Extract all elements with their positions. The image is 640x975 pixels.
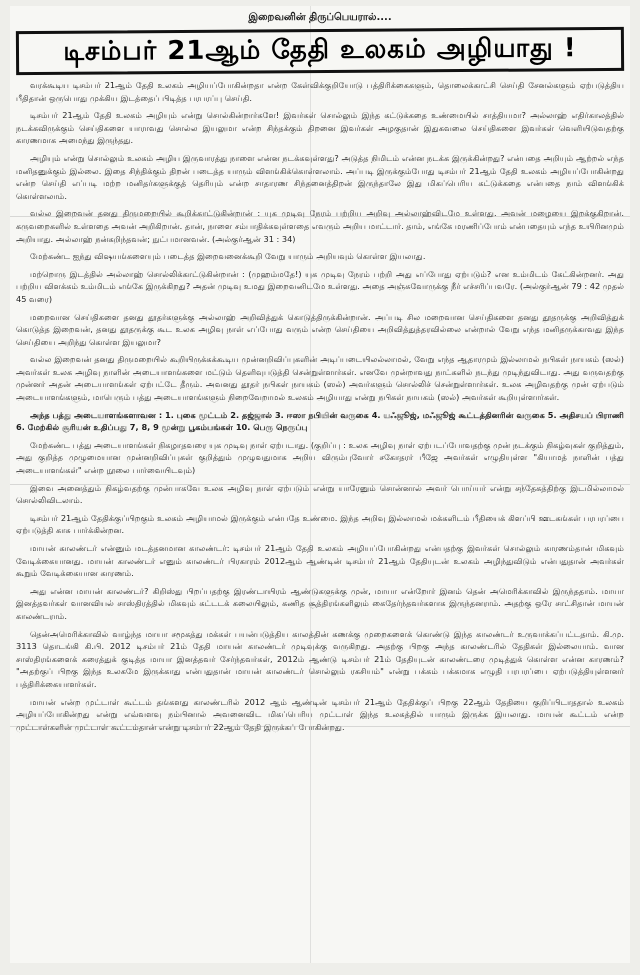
paragraph-ten-signs-note: மேற்கண்ட பத்து அடையாளங்கள் நிகழாதவரை யுக முடிவு நாள் ஏற்படாது. (குறிப்பு : உலக அழிவு நாள் ஏற்படப்போவதற்கு முன் நடக்கும் நிகழ்வுகள் குறித்தும், அது குறித்த முழுமையான முன்னறிவிப்புகள் குறித்தும் முழுவதுமாக அறிய விரும்புவோர் சகோதரர் பீஜே அவர்கள் எழுதியுள்ள "கியாமத் நாளின் பத்து அடையாளங்கள்" என்ற நூலை பார்வையிடவும்) <box>16 439 624 476</box>
paragraph-conclusion: மாயன் என்ற முட்டாள் கூட்டம் தங்களது காலண்டரில் 2012 ஆம் ஆண்டின் டிசம்பர் 21ஆம் தேதிக்குப் பிறகு 22ஆம் தேதியை குறிப்பிடாததால் உலகம் அழியப்போகின்றது என்று எவ்வளவு நம்பினால் அவனைவிட மிகப்பெரிய முட்டாள் இந்த உலகத்தில் யாரும் இருக்க இயலாது. மாயன் கூட்டம் என்ற முட்டாள்களின் முட்டாள் கூட்டம்தான் என்று டிசம்பர் 22ஆம் தேதி இருக்கப் போகின்றது. <box>16 696 624 732</box>
paragraph-five-things: மேற்கண்ட ஐந்து விஷயங்களையும் படைத்த இறைவனைக்கூறி வேறு யாரும் அறியவும் கொள்ள இயலாது. <box>30 251 426 262</box>
paragraph-quran-79: மற்றொரு இடத்தில் அல்லாஹ் சொல்லிக்காட்டுகின்றான் : (முஹம்மதே!) யுக முடிவு நேரம் பற்றி அது எப்போது ஏற்படும்? என உம்மிடம் கேட்கின்றனர். அது பற்றிய விளக்கம் உம்மிடம் எங்கே இருக்கிறது? அதன் முடிவு உமது இறைவனிடமே உள்ளது. அதை அஞ்சுவோருக்கு நீர் எச்சரிப்பவரே. (அல்குர்ஆன் 79 : 42 முதல் 45 வரை) <box>16 268 624 304</box>
fold-crease <box>10 216 630 217</box>
paragraph-intro: வரக்கூடிய டிசம்பர் 21ஆம் தேதி உலகம் அழியப்போகின்றதா என்ற கேள்விக்குறியோடு பத்திரிக்கைகளும், தொலைக்காட்சி செய்தி சேனல்களும் ஏற்படுத்திய பீதிதான் ஒருபொது முக்கிய இடத்தைப் பிடித்த பரபரப்பு செய்தி. <box>16 80 624 103</box>
fold-crease <box>10 484 630 485</box>
paragraph-south-america: தென்அமெரிக்காவில் வாழ்ந்த மாயா சமூகத்து மக்கள் பயன்படுத்திய காலத்தின் கணக்கு முறைகளைக் கொண்டு இந்த காலண்டர் உருவாக்கப்பட்டதாம். கி.மு. 3113 தொடங்கி கி.பி. 2012 டிசம்பர் 21ம் தேதி மாயன் காலண்டர் முடிவுக்கு வருகிறது. அதற்கு பிறகு அந்த காலண்டரில் தேதிகள் இல்லையாம். வான சாஸ்திரங்களைக் கரைத்துக் குடித்த மாயா இனத்தவர் சேர்ந்தவர்கள், 2012ம் ஆண்டு டிசம்பர் 21ம் தேதியுடன் காலண்டரை முடித்துக் கொள்ள என்ன காரணம்? "அதற்குப் பிறகு இந்த உலகமே இருக்காது என்பதுதான் மாயன் காலண்டர் சொல்லும் ரகசியம்" என்று பக்கம் பக்கமாக எழுதி பரபரப்பை ஏற்படுத்தியுள்ளனர் பத்திரிக்கையாளர்கள். <box>16 628 624 689</box>
invocation-line: இறைவனின் திருப்பெயரால்.... <box>248 12 392 23</box>
paragraph-liar: இவை அனைத்தும் நிகழ்வதற்கு முன்பாகவே உலக அழிவு நாள் ஏற்படும் என்று யாரேனும் சொன்னால் அவர் பொய்யர் என்று சந்தேகத்திற்கு இடமில்லாமல் சொல்லிவிடலாம். <box>16 482 624 506</box>
paragraph-signs-intro: வல்ல இறைவன் தனது திருமறையில் கூறியிருக்கக்கூடிய முன்னறிவிப்புகளின் அடிப்படையிலல்லாமல், வேறு எந்த ஆதாரமும் இல்லாமல் நபிகள் நாயகம் (ஸல்) அவர்கள் உலக அழிவு நாளின் அடையாளங்களை மட்டும் தெளிவுபடுத்தி சென்றுள்ளார்கள். எனவே முன்றாவது நாட்களில் நடந்து முடிந்துவிடாது. அது வருவதற்கு முன்னர் அதன் அடையாளங்கள் ஏற்பட்டே தீரும். அவனது தூதர் நபிகள் நாயகம் (ஸல்) அவர்களும் சொல்லிச் சென்றுள்ளார்கள். உலக அழிவதற்கு முன் ஏற்படும் அடையாளங்களும், மாபெரும் பத்து அடையாளங்களும் நிறைவேறாமல் உலகம் அழியாது என்று நபிகள் நாயகம் (ஸல்) அவர்கள் கூறியுள்ளார்கள். <box>16 354 624 403</box>
paragraph-question: டிசம்பர் 21ஆம் தேதி உலகம் அழியும் என்று சொல்கின்றார்களே! இவர்கள் சொல்லும் இந்த கட்டுக்கதை உண்மையில் சாத்தியமா? அல்லாஹ் எதிர்காலத்தில் நடக்கவிருக்கும் செய்திகளை யாராவது சொல்ல இயலுமா என்ற சிந்தக்கும் திறனை இவர்கள் அழகுதான் இதுகவலை செய்திகளை இவர்கள் வெளியிடுவதற்கு காரணமாக அமைந்து இருந்தது. <box>16 110 624 146</box>
fold-crease <box>10 726 630 727</box>
paragraph-reasoning: அழியும் என்று சொல்லும் உலகம் அழிய இருவாரத்து நாளை என்ன நடக்கவுள்ளது? அடுத்த நிமிடம் என்ன நடக்க இருக்கின்றது? என்பதை அறியும் ஆற்றல் எந்த மனிதனுக்கும் இல்லை. இதை சிந்திக்கும் திறன் படைத்த யாரும் விளங்கிக்கொள்ளலாம். அப்படி இருக்கும்போது டிசம்பர் 21ஆம் தேதி உலகம் அழியப்போகின்றது என்ற செய்தி எப்படி மற்ற மனிதர்களுக்குத் தெரியும் என்ற சாதாரண சிந்தனைத்திறன் இருந்தாலே இது மிகப்பெரிய கட்டுக்கதை என்பதை நாம் விளங்கிக் கொள்ளலாம். <box>16 152 624 201</box>
paragraph-quran-31-34: வல்ல இறைவன் தனது திருமறையில் கூறிக்காட்டுகின்றான் : யுக முடிவு நேரம் பற்றிய அறிவு அல்லாஹ்விடமே உள்ளது. அவன் மழையை இறக்குகிறான். கருவறைகளில் உள்ளதை அவன் அறிகிறான். தான், நாளை சம்பாதிக்கவுள்ளதை எவரும் அறிய மாட்டார். தாம், எங்கே மரணிப்போம் என்பதையும் எந்த உயிரினமும் அறியாது. அல்லாஹ் நன்கறிந்தவன்; நுட்பமானவன். (அல்குர்ஆன் 31 : 34) <box>16 208 625 244</box>
paragraph-mayan-calendar: மாயன் காலண்டர் என்னும் மடத்தனமான காலண்டர்: டிசம்பர் 21ஆம் தேதி உலகம் அழியப்போகின்றது என்பதற்கு இவர்கள் சொல்லும் காரணம்தான் மிகவும் வேடிக்கையானது. மாயன் காலண்டர் எனும் காலண்டர் பிரகாரம் 2012ஆம் ஆண்டின் டிசம்பர் 21ஆம் தேதியுடன் உலகம் அழிந்துவிடும் என்பதுதான் அவர்கள் கூறும் வேடிக்கையான காரணம். <box>16 543 624 579</box>
paragraph-ten-signs: அந்த பத்து அடையாளங்களாவன : 1. புகை மூட்டம் 2. தஜ்ஜால் 3. ஈஸா நபியின் வருகை 4. யஃஜூஜ், மஃஜூஜ் கூட்டத்தினரின் வருகை 5. அதிசயப் பிராணி 6. மேற்கில் சூரியன் உதிப்பது 7, 8, 9 மூன்று பூகம்பங்கள் 10. பெரு நெருப்பு <box>16 409 624 433</box>
printed-leaflet <box>10 6 630 963</box>
paragraph-truth: டிசம்பர் 21ஆம் தேதிக்குப்பிறகும் உலகம் அழியாமல் இருக்கும் என்பதே உண்மை. இந்த அறிவு இல்லாமல் மக்களிடம் பீதியைக் கிளப்பி ஊடகங்கள் பரபரப்பை ஏற்படுத்தி காசு பார்க்கின்றன. <box>16 512 624 536</box>
leaflet-title: டிசம்பர் 21ஆம் தேதி உலகம் அழியாது ! <box>16 27 624 75</box>
paragraph-unseen-news: மறைவான செய்திகளை தனது தூதர்களுக்கு அல்லாஹ் அறிவித்துக் கொடுத்திருக்கின்றான். அப்படி சில மறைவான செய்திகளை தனது தூதருக்கு அறிவித்துக் கொடுத்த இறைவன், தனது தூதருக்கு கூட உலக அழிவு நாள் எப்போது வரும் என்ற செய்தியை அறிவித்துத்தரவில்லை என்றால் வேறு எந்த மனிதருக்காவது இந்த செய்தியை அறிந்து கொள்ள இயலுமா? <box>16 311 624 347</box>
paragraph-what-is-mayan: அது என்ன மாயன் காலண்டர்? கிறிஸ்து பிறப்பதற்கு இரண்டாயிரம் ஆண்டுகளுக்கு முன், மாயா என்றோர் இனம் தென் அமெரிக்காவில் இருந்ததாம். மாயா இனத்தவர்கள் வானவியல் சாஸ்திரத்தில் மிகவும் கட்டடக் கலையிலும், கணித சூத்திரங்களிலும் கைதேர்ந்தவர்களாக இருந்தனராம். அதற்கு ஒரே சாட்சிதான் மாயன் காலண்டராம். <box>16 585 624 621</box>
fold-crease-vertical <box>310 6 311 963</box>
leaflet-body <box>10 73 630 733</box>
